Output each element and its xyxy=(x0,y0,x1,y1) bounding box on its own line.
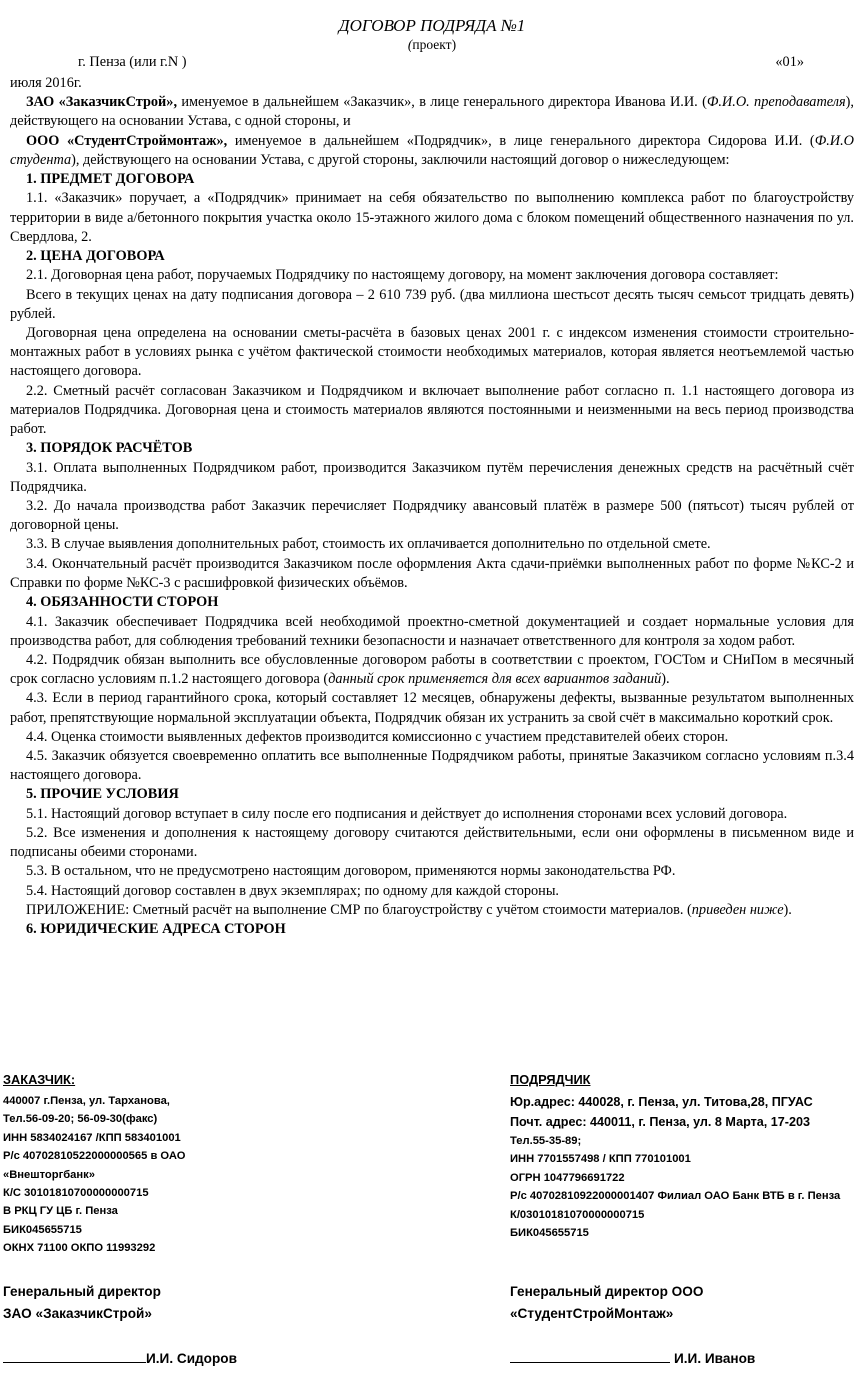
customer-signatory xyxy=(3,1281,161,1325)
clause-text: 4.2. Подрядчик обязан выполнить все обусловленные договором работы в соответствии с проектом, ГОСТом и СНиПом в месячный срок согласно условиям п.1.2 настоящего договора ( xyxy=(10,651,854,688)
intro-contractor-tail: ), действующего на основании Устава, с другой стороны, заключили настоящий договор о нижеследующем: xyxy=(71,151,730,168)
section-heading: 4. ОБЯЗАННОСТИ СТОРОН xyxy=(26,594,219,611)
address-line: ОКНХ 71100 ОКПО 11993292 xyxy=(3,1242,156,1255)
clause: 5.3. В остальном, что не предусмотрено настоящим договором, применяются нормы законодательства РФ. xyxy=(26,863,676,880)
address-line: ИНН 5834024167 /КПП 583401001 xyxy=(3,1131,181,1144)
address-line: Тел.56-09-20; 56-09-30(факс) xyxy=(3,1113,158,1126)
subtitle-word: проект xyxy=(412,37,452,52)
city: г. Пенза (или г.N ) xyxy=(78,54,187,70)
clause: 4.5. Заказчик обязуется своевременно оплатить все выполненные Подрядчиком работы, принятые Заказчиком согласно условиям п.3.4 настоящего договора. xyxy=(10,747,854,784)
clause: 4.4. Оценка стоимости выявленных дефектов производится комиссионно с участием представителей обеих сторон. xyxy=(26,728,729,745)
address-line: В РКЦ ГУ ЦБ г. Пенза xyxy=(3,1205,118,1218)
customer-name: ЗАО «ЗаказчикСтрой», xyxy=(26,94,178,111)
intro-contractor-italic: Ф.И.О студента xyxy=(10,132,854,168)
address-line: ИНН 7701557498 / КПП 770101001 xyxy=(510,1153,691,1166)
intro-customer xyxy=(10,93,854,131)
signature-underline xyxy=(3,1348,146,1363)
signatory-title: Генеральный директор ООО xyxy=(510,1284,704,1299)
customer-signature-line xyxy=(3,1348,237,1366)
customer-heading: ЗАКАЗЧИК: xyxy=(3,1072,76,1087)
document-subtitle xyxy=(0,36,864,54)
clause: Всего в текущих ценах на дату подписания договора – 2 610 739 руб. (два миллиона шестьсот десять тысяч семьсот тридцать девять) рублей. xyxy=(10,286,854,322)
clause: 4.3. Если в период гарантийного срока, который составляет 12 месяцев, обнаружены дефекты, вызванные результатом выполненных работ, препятствующие нормальной эксплуатации объекта, Подрядчик обязан их устранить за свой счёт в максимально короткий срок. xyxy=(10,690,854,726)
clause-italic: данный срок применяется для всех вариантов заданий xyxy=(328,671,662,688)
contractor-signatory xyxy=(510,1281,703,1325)
clause: 5.1. Настоящий договор вступает в силу после его подписания и действует до исполнения сторонами всех условий договора. xyxy=(26,805,788,822)
intro-customer-italic: Ф.И.О. преподавателя xyxy=(706,94,846,111)
clause: 1.1. «Заказчик» поручает, а «Подрядчик» принимает на себя обязательство по выполнению комплекса работ по благоустройству территории в виде а/бетонного покрытия участка около 15-этажного жилого дома с блоком помещений общественного назначения по ул. Свердлова, 2. xyxy=(10,190,854,245)
section-heading: 1. ПРЕДМЕТ ДОГОВОРА xyxy=(26,171,195,188)
customer-address-block xyxy=(3,1070,333,1258)
signer-name: И.И. Сидоров xyxy=(146,1351,237,1366)
clause: 5.4. Настоящий договор составлен в двух экземплярах; по одному для каждой стороны. xyxy=(26,882,560,899)
signatory-company: ЗАО «ЗаказчикСтрой» xyxy=(3,1306,152,1321)
subtitle-open: ( xyxy=(407,37,413,52)
address-line: ОГРН 1047796691722 xyxy=(510,1171,625,1184)
clause: 2.2. Сметный расчёт согласован Заказчиком и Подрядчиком и включает выполнение работ согласно п. 1.1 настоящего договора из материалов Подрядчика. Договорная цена и стоимость материалов являются постоянными и неизменными на весь период производства работ. xyxy=(10,382,854,438)
address-line: «Внешторгбанк» xyxy=(3,1168,95,1181)
clause-tail: ). xyxy=(661,671,670,688)
contractor-name: ООО «СтудентСтроймонтаж», xyxy=(26,132,228,149)
intro-contractor xyxy=(10,132,854,170)
postal-address: Почт. адрес: 440011, г. Пенза, ул. 8 Марта, 17-203 xyxy=(510,1115,810,1129)
address-line: 440007 г.Пенза, ул. Тарханова, xyxy=(3,1095,170,1107)
address-line: Р/с 40702810922000001407 Филиал ОАО Банк ВТБ в г. Пенза xyxy=(510,1190,841,1203)
intro-customer-tail: ), действующего на основании Устава, с одной стороны, и xyxy=(10,94,854,130)
appendix-tail: ). xyxy=(783,901,792,918)
signatory-company: «СтудентСтройМонтаж» xyxy=(510,1306,674,1321)
clause xyxy=(10,651,854,689)
section-heading: 2. ЦЕНА ДОГОВОРА xyxy=(26,248,165,265)
appendix-text: ПРИЛОЖЕНИЕ: Сметный расчёт на выполнение СМР по благоустройству с учётом стоимости материалов. ( xyxy=(26,901,692,918)
signature-underline xyxy=(510,1348,670,1363)
date-day: «01» xyxy=(775,54,804,70)
date-rest: июля 2016г. xyxy=(10,75,82,91)
document-title: ДОГОВОР ПОДРЯДА №1 xyxy=(338,16,526,35)
clause: 5.2. Все изменения и дополнения к настоящему договору считаются действительными, если они оформлены в письменном виде и подписаны обеими сторонами. xyxy=(10,824,854,861)
signatory-title: Генеральный директор xyxy=(3,1284,161,1299)
section-heading: 3. ПОРЯДОК РАСЧЁТОВ xyxy=(26,440,193,457)
address-line: Р/с 40702810522000000565 в ОАО xyxy=(3,1150,186,1163)
clause: 3.4. Окончательный расчёт производится Заказчиком после оформления Акта сдачи-приёмки выполненных работ по форме №КС-2 и Справки по форме №КС-3 с расшифровкой физических объёмов. xyxy=(10,555,854,591)
legal-address: Юр.адрес: 440028, г. Пенза, ул. Титова,28, ПГУАС xyxy=(510,1095,813,1109)
contractor-address-block xyxy=(510,1070,864,1242)
appendix-italic: приведен ниже xyxy=(691,901,784,918)
clause: 3.3. В случае выявления дополнительных работ, стоимость их оплачивается дополнительно по отдельной смете. xyxy=(26,536,711,553)
clause: 3.2. До начала производства работ Заказчик перечисляет Подрядчику авансовый платёж в размере 500 (пятьсот) тысяч рублей от договорной цены. xyxy=(10,498,854,534)
address-line: БИК045655715 xyxy=(510,1227,589,1240)
intro-contractor-text: именуемое в дальнейшем «Подрядчик», в лице генерального директора Сидорова И.И. ( xyxy=(227,132,815,149)
clause: 2.1. Договорная цена работ, поручаемых Подрядчику по настоящему договору, на момент заключения договора составляет: xyxy=(26,267,779,284)
contractor-heading: ПОДРЯДЧИК xyxy=(510,1072,591,1087)
address-line: БИК045655715 xyxy=(3,1223,82,1236)
contractor-signature-line xyxy=(510,1348,755,1366)
intro-customer-text: именуемое в дальнейшем «Заказчик», в лице генерального директора Иванова И.И. ( xyxy=(177,94,707,111)
clause: 4.1. Заказчик обеспечивает Подрядчика всей необходимой проектно-сметной документацией и создает нормальные условия для производства работ, для соблюдения требований техники безопасности и назначает ответственного для контроля за ходом работ. xyxy=(10,613,854,649)
address-line: Тел.55-35-89; xyxy=(510,1135,582,1147)
signer-name: И.И. Иванов xyxy=(674,1351,756,1366)
section-heading: 6. ЮРИДИЧЕСКИЕ АДРЕСА СТОРОН xyxy=(26,920,286,937)
address-line: К/С 30101810700000000715 xyxy=(3,1187,149,1200)
section-heading: 5. ПРОЧИЕ УСЛОВИЯ xyxy=(26,786,179,803)
appendix-note xyxy=(10,901,854,920)
clause: 3.1. Оплата выполненных Подрядчиком работ, производится Заказчиком путём перечисления денежных средств на расчётный счёт Подрядчика. xyxy=(10,459,854,495)
subtitle-close: ) xyxy=(451,37,457,52)
city-date-row xyxy=(10,54,854,74)
document-body xyxy=(0,54,864,939)
address-line: К/03010181070000000715 xyxy=(510,1208,645,1221)
clause: Договорная цена определена на основании сметы-расчёта в базовых ценах 2001 г. с индексом изменения стоимости строительно-монтажных работ в условиях рынка с учётом фактической стоимости необходимых материалов, которая является неотъемлемой частью настоящего договора. xyxy=(10,325,854,380)
